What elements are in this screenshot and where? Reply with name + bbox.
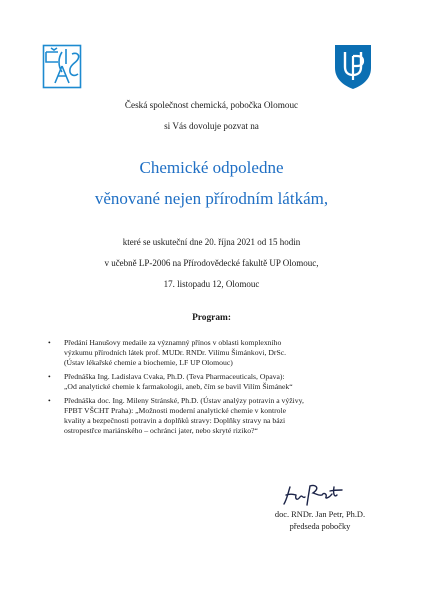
csch-logo <box>42 44 82 89</box>
program-item-line: Přednáška Ing. Ladislava Cvaka, Ph.D. (Teva Pharmaceuticals, Opava): <box>64 372 285 381</box>
program-item-line: „Od analytické chemie k farmakologii, aneb, čím se bavil Vilím Šimánek“ <box>64 382 293 391</box>
bullet-icon: • <box>48 396 51 405</box>
program-item-line: Přednáška doc. Ing. Mileny Stránské, Ph.D. (Ústav analýzy potravin a výživy, <box>64 396 304 405</box>
program-item-line: výzkumu přírodních látek prof. MUDr. RNDr. Vilímu Šimánkovi, DrSc. <box>64 348 287 357</box>
intro-line-2: si Vás dovoluje pozvat na <box>164 121 259 131</box>
event-address: 17. listopadu 12, Olomouc <box>163 279 260 289</box>
program-item-line: FPBT VŠCHT Praha): „Možnosti moderní analytické chemie v kontrole <box>64 406 287 415</box>
program-heading: Program: <box>192 313 231 323</box>
up-logo <box>333 42 373 90</box>
program-list <box>48 338 378 440</box>
bullet-icon: • <box>48 372 51 381</box>
program-item-line: (Ústav lékařské chemie a biochemie, LF UP Olomouc) <box>64 358 233 367</box>
program-item-line: kvality a bezpečnosti potravin a doplňků stravy: Doplňky stravy na bázi <box>64 416 286 425</box>
signatory-name: doc. RNDr. Jan Petr, Ph.D. <box>274 510 366 519</box>
intro-line-1: Česká společnost chemická, pobočka Olomouc <box>124 100 299 110</box>
program-item <box>48 372 378 392</box>
signature-block <box>250 509 390 533</box>
headline-line-1: Chemické odpoledne <box>139 158 284 177</box>
program-item <box>48 396 378 436</box>
event-venue: v učebně LP-2006 na Přírodovědecké fakultě UP Olomouc, <box>104 258 319 268</box>
headline-line-2: věnované nejen přírodním látkám, <box>94 189 329 208</box>
program-item <box>48 338 378 368</box>
program-item-line: Předání Hanušovy medaile za významný přínos v oblasti komplexního <box>64 338 282 347</box>
handwritten-signature <box>282 483 348 507</box>
bullet-icon: • <box>48 338 51 347</box>
program-item-line: ostropestřce mariánského – ochránci jater, nebo skryté riziko?“ <box>64 426 258 435</box>
event-date: které se uskuteční dne 20. října 2021 od 15 hodin <box>122 237 301 247</box>
signatory-role: předseda pobočky <box>289 522 351 531</box>
